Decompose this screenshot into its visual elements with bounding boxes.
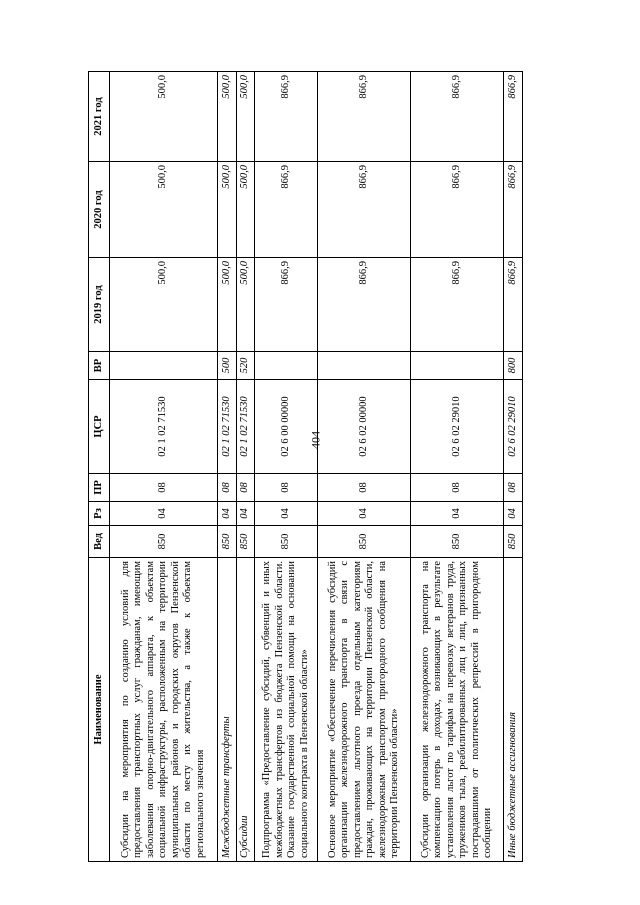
table-row [110, 72, 218, 862]
row-2019: 866,9 [411, 258, 504, 352]
row-2020: 500,0 [218, 162, 237, 258]
row-name: Подпрограмма «Предоставление субсидий, субвенций и иных межбюджетных трансфертов из бюджета Пензенской области. Оказание государственной социальной помощи на основании социального контракта в Пензенской области» [255, 558, 318, 862]
row-rz: 04 [318, 502, 411, 526]
row-2021: 500,0 [218, 72, 237, 162]
row-pr: 08 [110, 474, 218, 502]
row-rz: 04 [110, 502, 218, 526]
row-name: Субсидии организации железнодорожного транспорта на компенсацию потерь в доходах, возникающих в результате установления льгот по тарифам на перевозку ветеранов труда, тружеников тыла, реабилитированных лиц и лиц, признанных пострадавшими от политических репрессий в пригородном сообщении [411, 558, 504, 862]
row-2021: 866,9 [504, 72, 523, 162]
table-row [255, 72, 318, 862]
table-row [318, 72, 411, 862]
row-2020: 866,9 [255, 162, 318, 258]
row-rz: 04 [255, 502, 318, 526]
table-row [218, 72, 237, 862]
page-number: 404 [308, 431, 323, 449]
row-csr: 02 6 02 00000 [318, 380, 411, 474]
budget-table [88, 71, 523, 862]
row-pr: 08 [504, 474, 523, 502]
row-pr: 08 [318, 474, 411, 502]
table-row [236, 72, 255, 862]
row-csr: 02 6 02 29010 [411, 380, 504, 474]
row-pr: 08 [411, 474, 504, 502]
row-pr: 08 [236, 474, 255, 502]
row-2019: 866,9 [255, 258, 318, 352]
row-2021: 866,9 [411, 72, 504, 162]
row-rz: 04 [411, 502, 504, 526]
row-csr: 02 6 00 00000 [255, 380, 318, 474]
row-2020: 866,9 [318, 162, 411, 258]
row-2021: 500,0 [110, 72, 218, 162]
row-csr: 02 1 02 71530 [218, 380, 237, 474]
row-vr: 520 [236, 352, 255, 380]
row-ved: 850 [110, 526, 218, 558]
rotated-table-container [88, 72, 523, 862]
header-rz: Рз [89, 502, 110, 526]
row-2019: 500,0 [110, 258, 218, 352]
header-vr: ВР [89, 352, 110, 380]
table-row [411, 72, 504, 862]
row-ved: 850 [411, 526, 504, 558]
row-2019: 500,0 [218, 258, 237, 352]
row-vr [110, 352, 218, 380]
row-2019: 866,9 [504, 258, 523, 352]
row-csr: 02 1 02 71530 [236, 380, 255, 474]
row-pr: 08 [255, 474, 318, 502]
row-name: Субсидии [236, 558, 255, 862]
header-row [89, 72, 110, 862]
row-rz: 04 [218, 502, 237, 526]
header-ved: Вед [89, 526, 110, 558]
row-2020: 500,0 [236, 162, 255, 258]
row-2021: 500,0 [236, 72, 255, 162]
row-vr [255, 352, 318, 380]
row-vr [411, 352, 504, 380]
header-csr: ЦСР [89, 380, 110, 474]
table-row [504, 72, 523, 862]
row-name: Субсидии на мероприятия по созданию условий для предоставления транспортных услуг гражданам, имеющим заболевания опорно-двигательного аппарата, к объектам социальной инфраструктуры, расположенным на территории муниципальных районов и городских округов Пензенской области по месту их жительства, а также к объектам регионального значения [110, 558, 218, 862]
header-2019: 2019 год [89, 258, 110, 352]
row-vr: 500 [218, 352, 237, 380]
row-ved: 850 [504, 526, 523, 558]
header-2021: 2021 год [89, 72, 110, 162]
row-2020: 866,9 [504, 162, 523, 258]
header-name: Наименование [89, 558, 110, 862]
row-rz: 04 [504, 502, 523, 526]
row-pr: 08 [218, 474, 237, 502]
row-ved: 850 [318, 526, 411, 558]
row-2020: 866,9 [411, 162, 504, 258]
header-2020: 2020 год [89, 162, 110, 258]
row-2021: 866,9 [318, 72, 411, 162]
row-vr: 800 [504, 352, 523, 380]
row-name: Основное мероприятие «Обеспечение перечисления субсидий организации железнодорожного транспорта в связи с предоставлением льготного проезда отдельным категориям граждан, проживающих на территории Пензенской области, железнодорожным транспортом пригородного сообщения на территории Пензенской области» [318, 558, 411, 862]
row-ved: 850 [236, 526, 255, 558]
row-ved: 850 [218, 526, 237, 558]
row-name: Межбюджетные трансферты [218, 558, 237, 862]
row-rz: 04 [236, 502, 255, 526]
header-pr: ПР [89, 474, 110, 502]
row-csr: 02 1 02 71530 [110, 380, 218, 474]
row-2019: 500,0 [236, 258, 255, 352]
row-name: Иные бюджетные ассигнования [504, 558, 523, 862]
row-2021: 866,9 [255, 72, 318, 162]
row-2019: 866,9 [318, 258, 411, 352]
row-vr [318, 352, 411, 380]
row-2020: 500,0 [110, 162, 218, 258]
row-ved: 850 [255, 526, 318, 558]
row-csr: 02 6 02 29010 [504, 380, 523, 474]
